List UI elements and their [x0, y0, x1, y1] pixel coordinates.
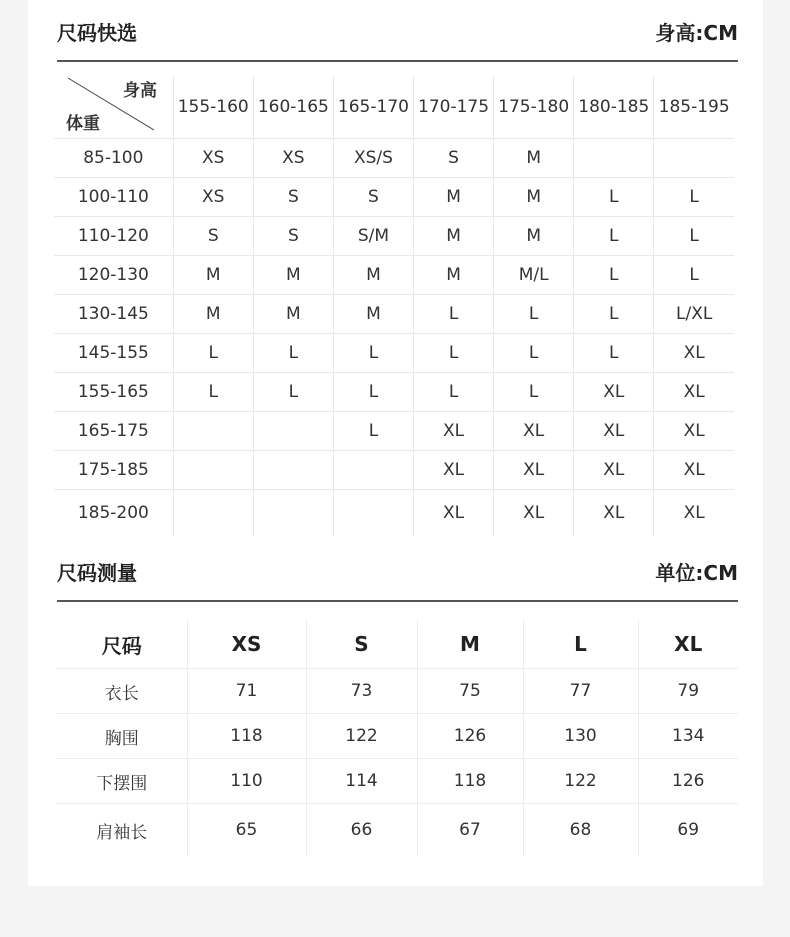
size-cell: M	[494, 178, 574, 217]
weight-cell: 130-145	[54, 295, 173, 334]
measure-value-cell: 114	[306, 759, 417, 804]
measure-value-cell: 69	[638, 804, 738, 857]
measure-value-cell: 122	[523, 759, 638, 804]
size-cell: M	[173, 295, 253, 334]
size-cell: XS	[173, 139, 253, 178]
size-cell: L	[333, 373, 413, 412]
size-cell: L	[414, 334, 494, 373]
height-header: 180-185	[574, 76, 654, 139]
size-cell: XL	[654, 451, 734, 490]
size-cell: L	[574, 178, 654, 217]
size-cell: XL	[574, 412, 654, 451]
quick-select-table	[54, 76, 734, 536]
table-row	[57, 714, 738, 759]
measure-name-cell: 胸围	[57, 714, 187, 759]
size-cell: L	[574, 334, 654, 373]
weight-cell: 165-175	[54, 412, 173, 451]
quick-select-header	[57, 0, 738, 62]
size-cell	[574, 139, 654, 178]
measure-value-cell: 66	[306, 804, 417, 857]
measure-value-cell: 77	[523, 669, 638, 714]
height-header: 185-195	[654, 76, 734, 139]
size-header: XS	[187, 620, 306, 669]
size-cell: XS	[173, 178, 253, 217]
size-cell	[654, 139, 734, 178]
size-cell: XL	[654, 490, 734, 537]
size-cell: XL	[654, 373, 734, 412]
table-row	[57, 669, 738, 714]
size-cell: L	[654, 256, 734, 295]
size-cell: L	[414, 373, 494, 412]
size-cell	[253, 412, 333, 451]
size-cell: M	[494, 139, 574, 178]
quick-select-unit: 身高:CM	[655, 21, 738, 45]
size-cell: XL	[414, 412, 494, 451]
weight-cell: 110-120	[54, 217, 173, 256]
height-header: 165-170	[333, 76, 413, 139]
measure-value-cell: 126	[417, 714, 523, 759]
size-cell: M	[173, 256, 253, 295]
size-cell: L	[654, 217, 734, 256]
size-cell: S	[414, 139, 494, 178]
size-cell: XL	[414, 451, 494, 490]
measure-value-cell: 122	[306, 714, 417, 759]
size-cell: L	[494, 373, 574, 412]
size-cell: XL	[654, 334, 734, 373]
size-cell: S/M	[333, 217, 413, 256]
measure-value-cell: 71	[187, 669, 306, 714]
size-cell: M	[253, 295, 333, 334]
size-cell	[253, 490, 333, 537]
measure-value-cell: 73	[306, 669, 417, 714]
measurement-unit: 单位:CM	[655, 561, 738, 585]
corner-weight-label: 体重	[66, 114, 100, 134]
size-cell	[333, 451, 413, 490]
size-cell: M	[333, 256, 413, 295]
measure-name-cell: 肩袖长	[57, 804, 187, 857]
measure-value-cell: 126	[638, 759, 738, 804]
measure-name-cell: 下摆围	[57, 759, 187, 804]
table-row	[54, 295, 734, 334]
measure-header-label: 尺码	[101, 633, 142, 658]
table-row	[54, 451, 734, 490]
size-cell: M	[414, 178, 494, 217]
size-cell: XS	[253, 139, 333, 178]
size-cell: XS/S	[333, 139, 413, 178]
size-cell: L	[253, 334, 333, 373]
weight-cell: 155-165	[54, 373, 173, 412]
size-cell: L	[414, 295, 494, 334]
measurement-header	[57, 540, 738, 602]
table-row	[54, 139, 734, 178]
weight-cell: 120-130	[54, 256, 173, 295]
weight-cell: 145-155	[54, 334, 173, 373]
measure-header-row	[57, 620, 738, 669]
size-cell: L	[333, 334, 413, 373]
size-cell	[173, 451, 253, 490]
measure-value-cell: 65	[187, 804, 306, 857]
size-cell: M/L	[494, 256, 574, 295]
measure-value-cell: 110	[187, 759, 306, 804]
size-cell: M	[414, 217, 494, 256]
size-cell: L/XL	[654, 295, 734, 334]
size-cell: L	[654, 178, 734, 217]
corner-height-label: 身高	[123, 81, 157, 101]
measure-value-cell: 75	[417, 669, 523, 714]
weight-cell: 100-110	[54, 178, 173, 217]
weight-cell: 185-200	[54, 490, 173, 537]
size-header: M	[417, 620, 523, 669]
size-header: XL	[638, 620, 738, 669]
table-row	[57, 804, 738, 857]
size-cell: M	[333, 295, 413, 334]
size-cell: L	[173, 334, 253, 373]
height-header: 170-175	[414, 76, 494, 139]
measure-value-cell: 67	[417, 804, 523, 857]
size-cell: S	[333, 178, 413, 217]
table-row	[54, 256, 734, 295]
table-row	[54, 334, 734, 373]
weight-cell: 175-185	[54, 451, 173, 490]
quick-header-row	[54, 76, 734, 139]
size-cell: L	[574, 256, 654, 295]
size-cell: XL	[414, 490, 494, 537]
size-cell: M	[494, 217, 574, 256]
weight-cell: 85-100	[54, 139, 173, 178]
measure-value-cell: 68	[523, 804, 638, 857]
size-cell: XL	[574, 490, 654, 537]
size-cell: XL	[494, 451, 574, 490]
table-row	[54, 490, 734, 537]
corner-cell	[54, 76, 173, 139]
height-header: 175-180	[494, 76, 574, 139]
table-row	[54, 373, 734, 412]
size-cell: L	[494, 295, 574, 334]
measure-value-cell: 130	[523, 714, 638, 759]
size-cell: S	[173, 217, 253, 256]
quick-select-title: 尺码快选	[57, 21, 137, 45]
size-cell: M	[414, 256, 494, 295]
size-header: L	[523, 620, 638, 669]
measure-value-cell: 134	[638, 714, 738, 759]
table-row	[54, 412, 734, 451]
size-cell: L	[173, 373, 253, 412]
size-cell: XL	[574, 373, 654, 412]
size-cell	[253, 451, 333, 490]
size-cell	[173, 490, 253, 537]
size-header: S	[306, 620, 417, 669]
size-cell: S	[253, 217, 333, 256]
table-row	[54, 217, 734, 256]
size-cell: S	[253, 178, 333, 217]
size-cell: XL	[494, 412, 574, 451]
measure-name-cell: 衣长	[57, 669, 187, 714]
measure-value-cell: 118	[187, 714, 306, 759]
size-cell	[333, 490, 413, 537]
table-row	[54, 178, 734, 217]
measurement-title: 尺码测量	[57, 561, 137, 585]
size-cell: L	[494, 334, 574, 373]
measure-value-cell: 79	[638, 669, 738, 714]
size-cell	[173, 412, 253, 451]
measure-value-cell: 118	[417, 759, 523, 804]
size-cell: XL	[574, 451, 654, 490]
size-cell: L	[574, 217, 654, 256]
measurement-table	[57, 620, 738, 856]
height-header: 155-160	[173, 76, 253, 139]
size-cell: L	[253, 373, 333, 412]
size-cell: M	[253, 256, 333, 295]
size-cell: L	[333, 412, 413, 451]
size-cell: L	[574, 295, 654, 334]
size-cell: XL	[494, 490, 574, 537]
size-cell: XL	[654, 412, 734, 451]
height-header: 160-165	[253, 76, 333, 139]
table-row	[57, 759, 738, 804]
